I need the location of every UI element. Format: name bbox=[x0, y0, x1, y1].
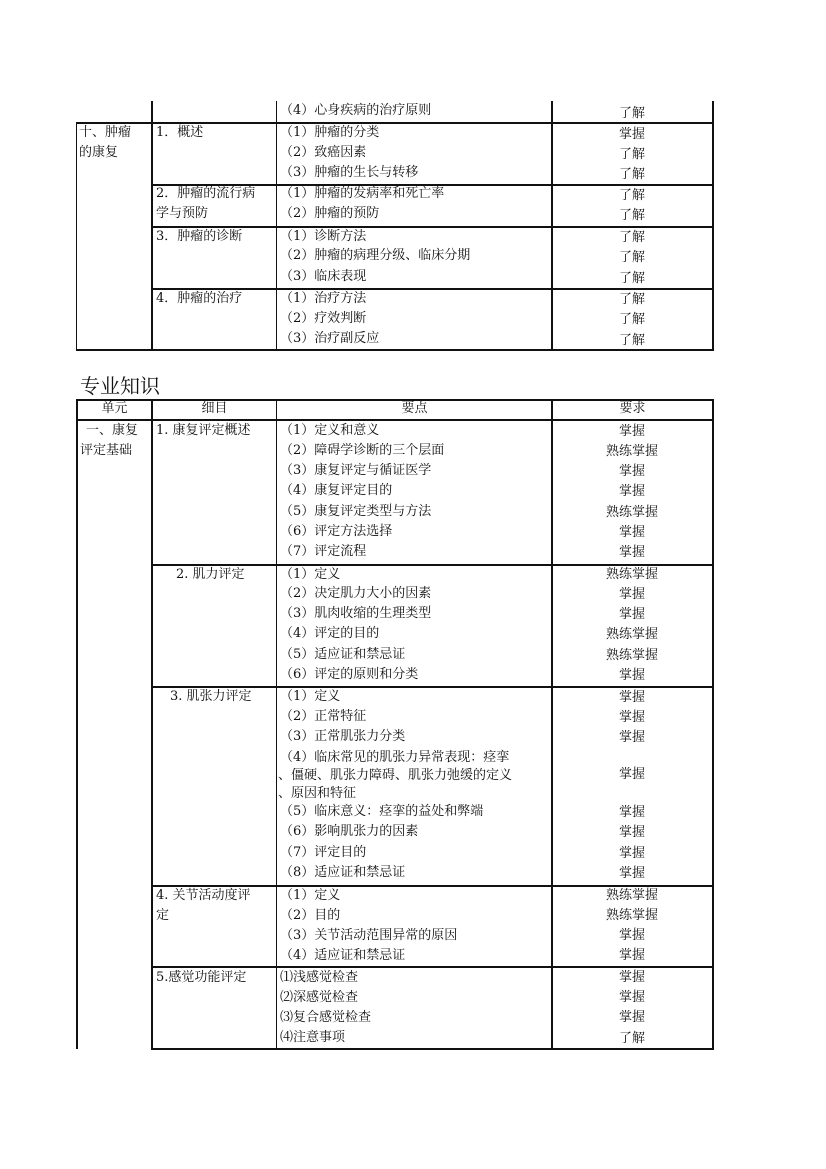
requirement-text: 掌握 bbox=[618, 767, 645, 782]
item-title: 4. 关节活动度评 bbox=[156, 888, 251, 903]
requirement-text: 掌握 bbox=[618, 525, 645, 540]
point-text: （2）目的 bbox=[280, 908, 341, 923]
point-text: （4）心身疾病的治疗原则 bbox=[280, 103, 432, 118]
item-title: 5.感觉功能评定 bbox=[156, 970, 247, 985]
column-header-unit: 单元 bbox=[101, 401, 128, 416]
point-text: （3）临床表现 bbox=[280, 269, 367, 284]
point-text: ⑷注意事项 bbox=[280, 1030, 346, 1045]
point-text: （2）肿瘤的病理分级、临床分期 bbox=[280, 248, 471, 263]
item-title: 学与预防 bbox=[156, 206, 209, 221]
requirement-text: 熟练掌握 bbox=[605, 908, 658, 923]
item-title: 1．概述 bbox=[156, 125, 204, 140]
point-text: （5）适应证和禁忌证 bbox=[280, 647, 406, 662]
item-title: 3．肿瘤的诊断 bbox=[156, 229, 243, 244]
column-header-item: 细目 bbox=[201, 401, 228, 416]
requirement-text: 熟练掌握 bbox=[605, 505, 658, 520]
requirement-text: 熟练掌握 bbox=[605, 444, 658, 459]
unit-label: 一、康复 bbox=[86, 423, 139, 438]
unit-label: 的康复 bbox=[79, 145, 119, 160]
table-border bbox=[76, 399, 78, 1049]
table-border bbox=[276, 399, 277, 1049]
point-text: （1）定义 bbox=[280, 888, 341, 903]
point-text: ⑴浅感觉检查 bbox=[280, 970, 359, 985]
requirement-text: 掌握 bbox=[618, 607, 645, 622]
requirement-text: 掌握 bbox=[618, 846, 645, 861]
table-border bbox=[76, 122, 77, 351]
point-text: （8）适应证和禁忌证 bbox=[280, 865, 406, 880]
point-text: （3）治疗副反应 bbox=[280, 331, 380, 346]
requirement-text: 掌握 bbox=[618, 710, 645, 725]
item-title: 2．肿瘤的流行病 bbox=[156, 186, 256, 201]
requirement-text: 了解 bbox=[618, 188, 645, 203]
point-text: （1）诊断方法 bbox=[280, 229, 367, 244]
table-border bbox=[151, 399, 153, 1049]
requirement-text: 掌握 bbox=[618, 948, 645, 963]
requirement-text: 掌握 bbox=[618, 1010, 645, 1025]
point-text: 、僵硬、肌张力障碍、肌张力弛缓的定义 bbox=[278, 768, 513, 783]
requirement-text: 了解 bbox=[618, 167, 645, 182]
point-text: （4）适应证和禁忌证 bbox=[280, 948, 406, 963]
point-text: （3）肿瘤的生长与转移 bbox=[280, 165, 419, 180]
point-text: （5）临床意义：痉挛的益处和弊端 bbox=[280, 804, 484, 819]
requirement-text: 掌握 bbox=[618, 866, 645, 881]
requirement-text: 了解 bbox=[618, 147, 645, 162]
column-header-req: 要求 bbox=[619, 401, 646, 416]
item-title: 2. 肌力评定 bbox=[176, 567, 245, 582]
requirement-text: 了解 bbox=[618, 250, 645, 265]
requirement-text: 了解 bbox=[618, 106, 645, 121]
point-text: （6）影响肌张力的因素 bbox=[280, 824, 419, 839]
requirement-text: 熟练掌握 bbox=[605, 648, 658, 663]
unit-label: 十、肿瘤 bbox=[79, 125, 132, 140]
point-text: （1）肿瘤的发病率和死亡率 bbox=[280, 186, 445, 201]
unit-label: 评定基础 bbox=[80, 443, 133, 458]
requirement-text: 掌握 bbox=[618, 928, 645, 943]
point-text: （1）定义和意义 bbox=[280, 423, 380, 438]
point-text: ⑵深感觉检查 bbox=[280, 990, 359, 1005]
point-text: （4）评定的目的 bbox=[280, 626, 380, 641]
point-text: （2）致癌因素 bbox=[280, 145, 367, 160]
requirement-text: 掌握 bbox=[618, 484, 645, 499]
point-text: （3）关节活动范围异常的原因 bbox=[280, 928, 458, 943]
point-text: （7）评定流程 bbox=[280, 544, 367, 559]
requirement-text: 掌握 bbox=[618, 825, 645, 840]
item-title: 定 bbox=[156, 908, 170, 923]
requirement-text: 掌握 bbox=[618, 464, 645, 479]
point-text: （4）康复评定目的 bbox=[280, 483, 393, 498]
point-text: （4）临床常见的肌张力异常表现：痉挛 bbox=[280, 750, 510, 765]
requirement-text: 掌握 bbox=[618, 668, 645, 683]
point-text: （6）评定的原则和分类 bbox=[280, 667, 419, 682]
point-text: （1）定义 bbox=[280, 689, 341, 704]
requirement-text: 掌握 bbox=[618, 970, 645, 985]
requirement-text: 了解 bbox=[618, 1031, 645, 1046]
point-text: （1）治疗方法 bbox=[280, 291, 367, 306]
requirement-text: 掌握 bbox=[618, 690, 645, 705]
point-text: （7）评定目的 bbox=[280, 845, 367, 860]
requirement-text: 了解 bbox=[618, 230, 645, 245]
requirement-text: 熟练掌握 bbox=[605, 627, 658, 642]
point-text: （1）定义 bbox=[280, 567, 341, 582]
point-text: 、原因和特征 bbox=[278, 786, 357, 801]
requirement-text: 掌握 bbox=[618, 805, 645, 820]
requirement-text: 了解 bbox=[618, 292, 645, 307]
requirement-text: 熟练掌握 bbox=[605, 888, 658, 903]
requirement-text: 掌握 bbox=[618, 127, 645, 142]
requirement-text: 熟练掌握 bbox=[605, 567, 658, 582]
point-text: （5）康复评定类型与方法 bbox=[280, 504, 432, 519]
point-text: （6）评定方法选择 bbox=[280, 524, 393, 539]
requirement-text: 了解 bbox=[618, 312, 645, 327]
column-header-point: 要点 bbox=[401, 401, 428, 416]
section-title: 专业知识 bbox=[80, 374, 160, 398]
point-text: （3）肌肉收缩的生理类型 bbox=[280, 606, 432, 621]
requirement-text: 掌握 bbox=[618, 730, 645, 745]
requirement-text: 了解 bbox=[618, 208, 645, 223]
point-text: （3）康复评定与循证医学 bbox=[280, 463, 432, 478]
point-text: （2）肿瘤的预防 bbox=[280, 206, 380, 221]
point-text: （1）肿瘤的分类 bbox=[280, 125, 380, 140]
requirement-text: 掌握 bbox=[618, 545, 645, 560]
requirement-text: 掌握 bbox=[618, 990, 645, 1005]
point-text: （3）正常肌张力分类 bbox=[280, 729, 406, 744]
point-text: （2）决定肌力大小的因素 bbox=[280, 586, 432, 601]
item-title: 3. 肌张力评定 bbox=[170, 689, 252, 704]
requirement-text: 掌握 bbox=[618, 587, 645, 602]
requirement-text: 了解 bbox=[618, 271, 645, 286]
item-title: 4．肿瘤的治疗 bbox=[156, 291, 243, 306]
requirement-text: 了解 bbox=[618, 333, 645, 348]
requirement-text: 掌握 bbox=[618, 424, 645, 439]
point-text: （2）正常特征 bbox=[280, 709, 367, 724]
point-text: ⑶复合感觉检查 bbox=[280, 1010, 372, 1025]
point-text: （2）障碍学诊断的三个层面 bbox=[280, 443, 445, 458]
point-text: （2）疗效判断 bbox=[280, 311, 367, 326]
item-title: 1. 康复评定概述 bbox=[156, 423, 251, 438]
